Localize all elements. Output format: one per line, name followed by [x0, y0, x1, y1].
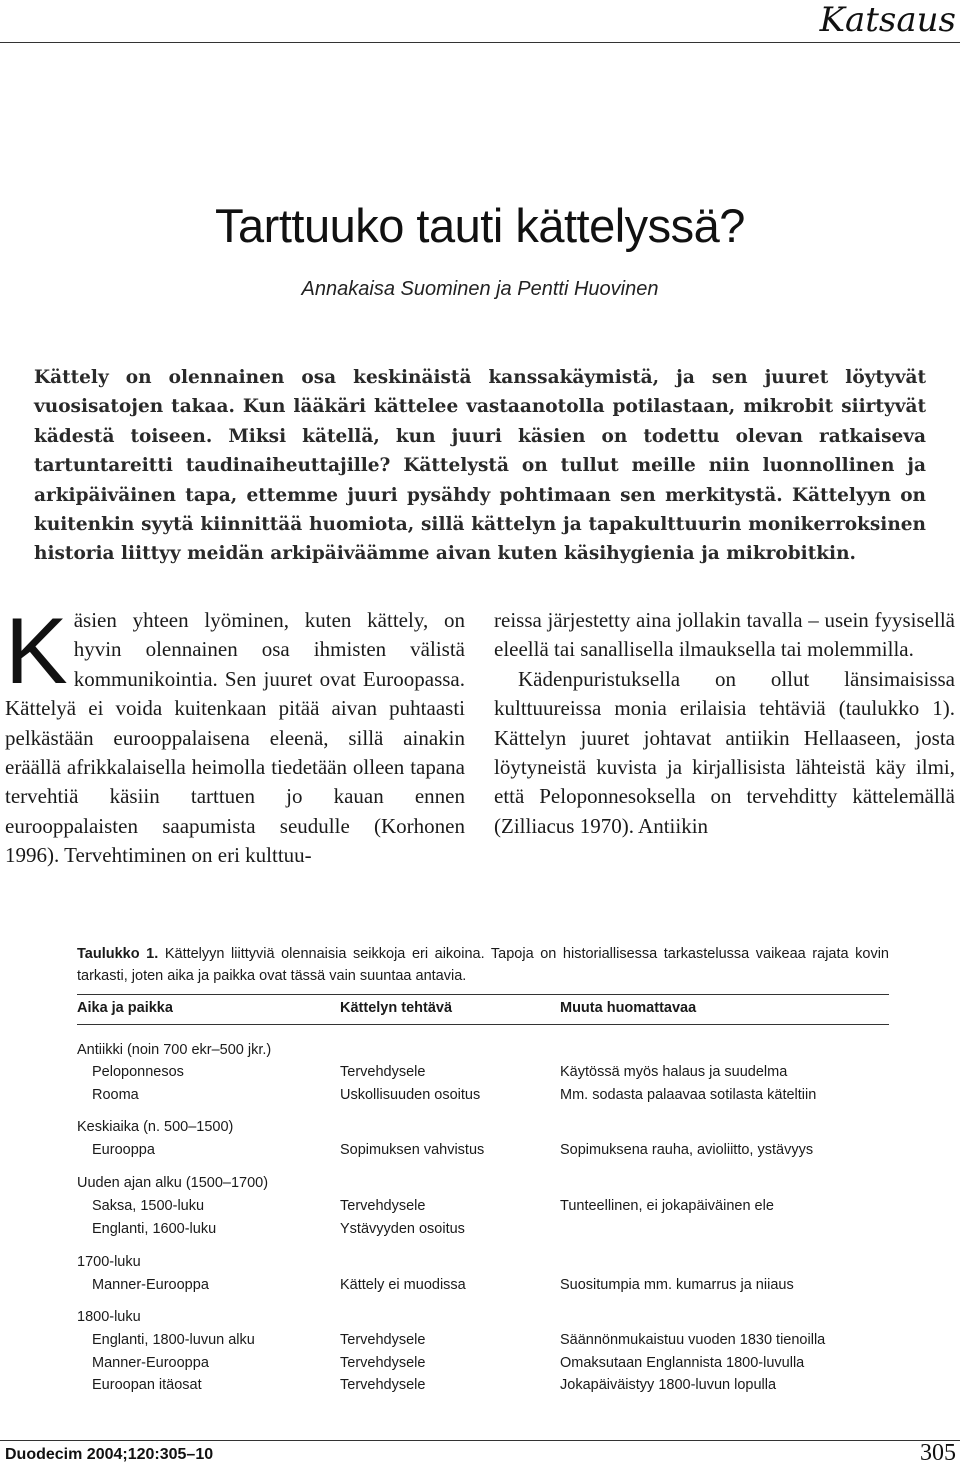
table-cell-place: Euroopan itäosat [92, 1377, 202, 1393]
table-cell-period: Keskiaika (n. 500–1500) [77, 1119, 234, 1135]
table-cell-notes: Tunteellinen, ei jokapäiväinen ele [560, 1198, 774, 1214]
table-cell-period: 1700-luku [77, 1254, 141, 1270]
table-cell-place: Englanti, 1600-luku [92, 1221, 217, 1237]
table-cell-function: Tervehdysele [340, 1064, 426, 1080]
table-cell-function: Ystävyyden osoitus [340, 1221, 465, 1237]
journal-citation: Duodecim 2004;120:305–10 [5, 1446, 214, 1463]
article-authors: Annakaisa Suominen ja Pentti Huovinen [301, 278, 659, 300]
table-cell-notes: Jokapäiväistyy 1800-luvun lopulla [560, 1377, 777, 1393]
table-caption-text: Kättelyyn liittyviä olennaisia seikkoja eri aikoina. Tapoja on historiallisessa tarkastelussa vaikeaa rajata kovin tarkasti, joten aika ja paikka ovat tässä vain suuntaa antavia. [77, 946, 890, 984]
body-column-right [494, 606, 955, 841]
footer-rule [0, 1440, 960, 1441]
table-cell-place: Eurooppa [92, 1142, 155, 1158]
table-cell-notes: Käytössä myös halaus ja suudelma [560, 1064, 788, 1080]
table-caption-label: Taulukko 1. [77, 946, 159, 962]
body-column-left [5, 598, 465, 871]
table-cell-place: Englanti, 1800-luvun alku [92, 1332, 255, 1348]
table-cell-place: Manner-Eurooppa [92, 1277, 209, 1293]
table-header-function: Kättelyn tehtävä [340, 1000, 453, 1016]
table-cell-function: Tervehdysele [340, 1332, 426, 1348]
table-cell-notes: Omaksutaan Englannista 1800-luvulla [560, 1355, 805, 1371]
body-paragraph: Kädenpuristuksella on ollut länsimaisissa kulttuureissa monia erilaisia tehtäviä (taulukko 1). Kättelyn juuret johtavat antiikin Hellaaseen, josta löytyneistä kuvista ja kirjallisista lähteistä käy ilmi, että Peloponnesoksella on tervehditty kättelemällä (Zilliacus 1970). Antiikin [494, 666, 955, 838]
table-header-time-place: Aika ja paikka [77, 1000, 173, 1016]
table-cell-notes: Suositumpia mm. kumarrus ja niiaus [560, 1277, 794, 1293]
drop-cap: K [5, 598, 68, 703]
table-cell-function: Tervehdysele [340, 1198, 426, 1214]
body-paragraph: reissa järjestetty aina jollakin tavalla – usein fyysisellä eleellä tai sanallisella ilmauksella tai molemmilla. [494, 608, 955, 662]
table-header-rule [77, 1024, 889, 1025]
article-title: Tarttuuko tauti kättelyssä? [215, 199, 745, 252]
table-cell-notes: Säännönmukaistuu vuoden 1830 tienoilla [560, 1332, 826, 1348]
table-cell-period: 1800-luku [77, 1309, 141, 1325]
table-cell-place: Manner-Eurooppa [92, 1355, 209, 1371]
table-cell-place: Saksa, 1500-luku [92, 1198, 205, 1214]
table-cell-place: Rooma [92, 1087, 139, 1103]
table-caption [77, 943, 889, 987]
table-cell-function: Tervehdysele [340, 1377, 426, 1393]
table-cell-notes: Mm. sodasta palaavaa sotilasta käteltiin [560, 1087, 817, 1103]
table-cell-function: Kättely ei muodissa [340, 1277, 466, 1293]
table-cell-function: Uskollisuuden osoitus [340, 1087, 481, 1103]
table-header-notes: Muuta huomattavaa [560, 1000, 697, 1016]
header-rule [0, 42, 960, 43]
table-top-rule [77, 994, 889, 995]
page-number: 305 [920, 1440, 956, 1466]
table-cell-function: Tervehdysele [340, 1355, 426, 1371]
body-paragraph: äsien yhteen lyöminen, kuten kättely, on hyvin olennainen osa ihmisten välistä kommunikointia. Sen juuret ovat Euroopassa. Kättelyä ei voida kuitenkaan pitää aivan puhtaasti pelkästään eurooppalaisena eleenä, sillä ainakin eräällä afrikkalaisella heimolla tiedetään olleen tapana tervehtiä käsiin tarttuen jo kauan ennen eurooppalaisten saapumista seudulle (Korhonen 1996). Tervehtiminen on eri kulttuu- [5, 608, 465, 868]
table-cell-notes: Sopimuksena rauha, avioliitto, ystävyys [560, 1142, 814, 1158]
table-cell-place: Peloponnesos [92, 1064, 184, 1080]
table-cell-function: Sopimuksen vahvistus [340, 1142, 485, 1158]
table-cell-period: Antiikki (noin 700 ekr–500 jkr.) [77, 1042, 272, 1058]
section-label: Katsaus [819, 0, 956, 40]
abstract: Kättely on olennainen osa keskinäistä kanssakäymistä, ja sen juuret löytyvät vuosisatojen takaa. Kun lääkäri kättelee vastaanotolla potilastaan, mikrobit siirtyvät kädestä toiseen. Miksi kätellä, kun juuri käsien on todettu olevan ratkaiseva tartuntareitti taudinaiheuttajille? Kättelystä on tullut meille niin luonnollinen ja arkipäiväinen tapa, ettemme juuri pysähdy pohtimaan sen merkitystä. Kättelyyn on kuitenkin syytä kiinnittää huomiota, sillä kättelyn ja tapakulttuurin monikerroksinen historia liittyy meidän arkipäiväämme aivan kuten käsihygienia ja mikrobitkin. [34, 367, 926, 565]
table-cell-period: Uuden ajan alku (1500–1700) [77, 1175, 269, 1191]
